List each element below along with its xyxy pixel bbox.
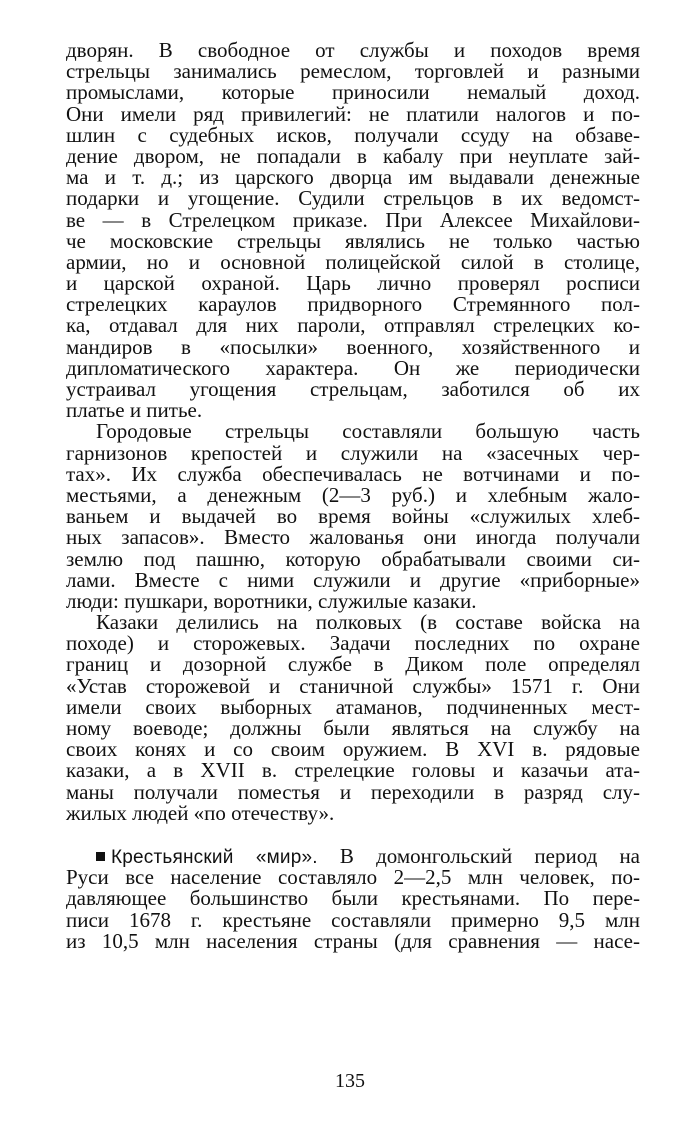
text-line: тах». Их служба обеспечивалась не вотчинами и по- <box>66 461 640 486</box>
paragraph-cossacks <box>66 612 640 824</box>
text-line: из 10,5 млн населения страны (для сравнения — насе- <box>66 928 640 953</box>
text-line: ных запасов». Вместо жалованья они иногда получали <box>66 525 640 550</box>
text-line: стрелецких караулов придворного Стремянного пол- <box>66 292 640 317</box>
text-line: ма и т. д.; из царского дворца им выдавали денежные <box>66 165 640 190</box>
text-line: писи 1678 г. крестьяне составляли примерно 9,5 млн <box>66 907 640 932</box>
text-line: мандиров в «посылки» военного, хозяйственного и <box>66 334 640 359</box>
text-line: местьями, а денежным (2—3 руб.) и хлебным жало- <box>66 482 640 507</box>
text-line: гарнизонов крепостей и служили на «засечных чер- <box>66 440 640 465</box>
text-line: стрельцы занимались ремеслом, торговлей и разными <box>66 59 640 84</box>
text-line: ве — в Стрелецком приказе. При Алексее Михайлови- <box>66 207 640 232</box>
section-first-line <box>66 843 641 868</box>
paragraph-streltsy-privileges <box>66 40 640 421</box>
text-line: дение двором, не попадали в кабалу при неуплате зай- <box>66 143 640 168</box>
text-line: ному воеводе; должны были являться на службу на <box>66 716 640 740</box>
text-line: устраивал угощения стрельцам, заботился об их <box>66 377 640 401</box>
text-line: шлин с судебных исков, получали ссуду на обзаве- <box>66 122 640 147</box>
section-gap <box>66 824 640 846</box>
text-line: маны получали поместья и переходили в разряд слу- <box>66 779 640 804</box>
text-line: че московские стрельцы являлись не только частью <box>66 228 640 253</box>
text-line: подарки и угощение. Судили стрельцов в их ведомст- <box>66 186 640 211</box>
text-line: землю под пашню, которую обрабатывали своими си- <box>66 546 640 571</box>
section-peasant-mir <box>66 843 641 953</box>
text-line: дворян. В свободное от службы и походов время <box>66 38 640 62</box>
text-line: Они имели ряд привилегий: не платили налогов и по- <box>66 101 640 126</box>
text-line: давляющее большинство были крестьянами. По пере- <box>66 886 640 911</box>
text-line: промыслами, которые приносили немалый доход. <box>66 80 640 105</box>
section-heading: Крестьянский «мир». <box>111 846 318 868</box>
text-line: границ и дозорной службе в Диком поле определял <box>66 652 640 677</box>
text-line: и царской охраной. Царь лично проверял росписи <box>66 271 640 296</box>
text-line: жилых людей «по отечеству». <box>66 800 335 825</box>
text-line: лами. Вместе с ними служили и другие «приборные» <box>66 567 640 592</box>
text-line: казаки, а в XVII в. стрелецкие головы и казачьи ата- <box>66 758 640 783</box>
text-line: ка, отдавал для них пароли, отправлял стрелецких ко- <box>66 313 640 338</box>
text-line: Городовые стрельцы составляли большую часть <box>96 419 640 444</box>
page-body <box>66 40 640 952</box>
text-line: платье и питье. <box>66 398 203 423</box>
text-line: Руси все население составляло 2—2,5 млн человек, по- <box>66 865 640 890</box>
square-bullet-icon <box>96 852 105 861</box>
text-line: «Устав сторожевой и станичной службы» 1571 г. Они <box>66 673 640 698</box>
text-line: походе) и сторожевых. Задачи последних по охране <box>66 631 640 656</box>
section-first-line-text: В домонгольский период на <box>317 843 641 868</box>
text-line: люди: пушкари, воротники, служилые казаки. <box>66 588 477 613</box>
text-line: имели своих выборных атаманов, подчиненных мест- <box>66 694 640 719</box>
text-line: ваньем и выдачей во время войны «служилых хлеб- <box>66 504 640 529</box>
text-line: дипломатического характера. Он же периодически <box>66 355 640 380</box>
paragraph-town-streltsy <box>66 421 640 612</box>
text-line: Казаки делились на полковых (в составе войска на <box>96 610 640 635</box>
page-number: 135 <box>335 1070 365 1092</box>
text-line: своих конях и со своим оружием. В XVI в. рядовые <box>66 737 640 762</box>
text-line: армии, но и основной полицейской силой в столице, <box>66 249 640 274</box>
